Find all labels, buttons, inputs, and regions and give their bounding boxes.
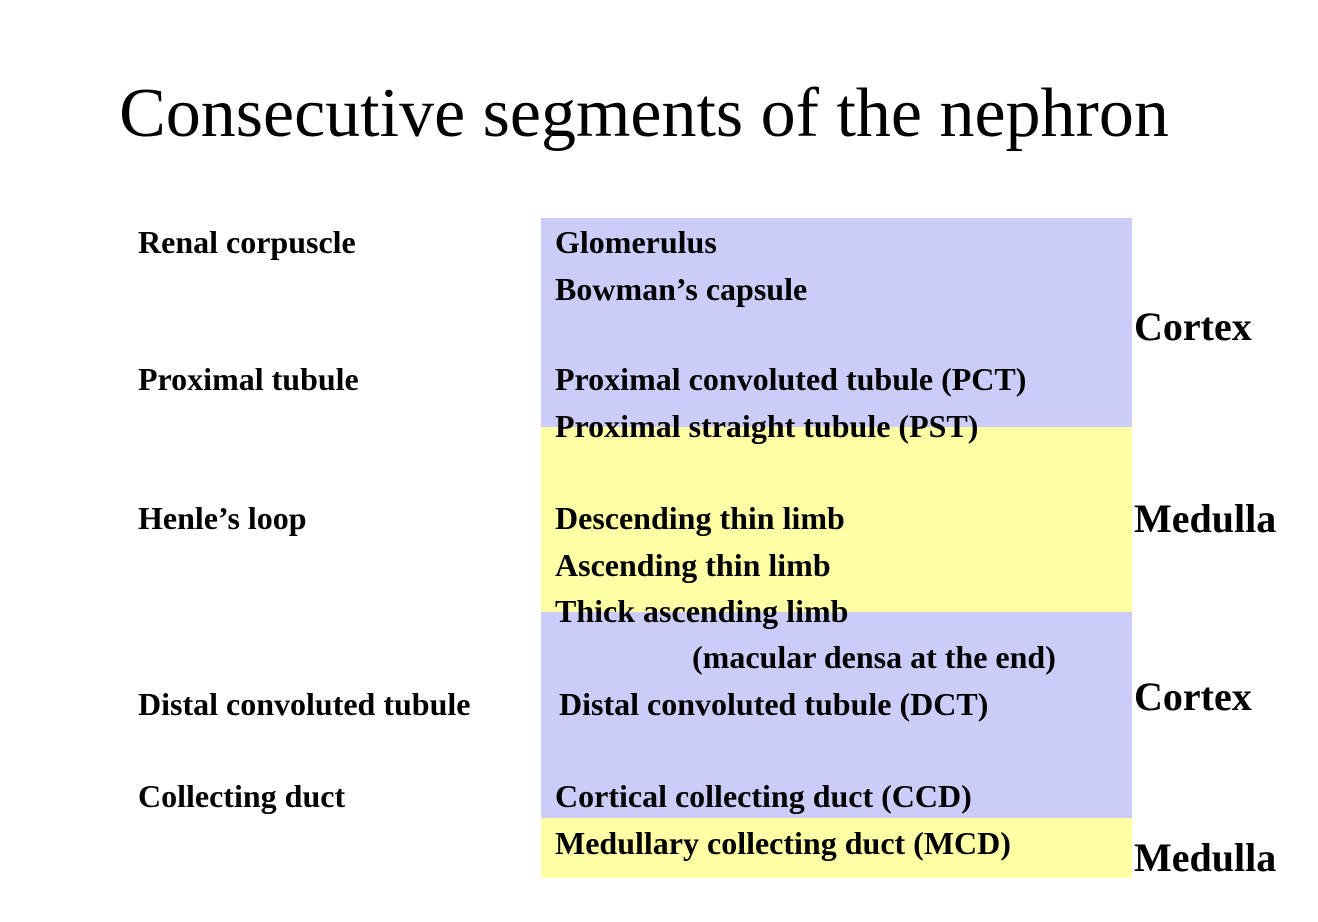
- segment-thick-ascending-limb: Thick ascending limb: [555, 593, 849, 629]
- segment-pct: Proximal convoluted tubule (PCT): [555, 361, 1027, 397]
- zone-label-medulla-upper: Medulla: [1134, 496, 1277, 541]
- group-label-henles-loop: Henle’s loop: [138, 500, 307, 536]
- segment-dct: Distal convoluted tubule (DCT): [559, 686, 989, 722]
- zone-label-medulla-lower: Medulla: [1134, 835, 1277, 880]
- slide-title: Consecutive segments of the nephron: [119, 75, 1169, 152]
- segment-bowmans-capsule: Bowman’s capsule: [555, 271, 808, 307]
- segment-mcd: Medullary collecting duct (MCD): [555, 825, 1011, 861]
- segment-macula-densa-note: (macular densa at the end): [692, 639, 1056, 675]
- segment-ascending-thin-limb: Ascending thin limb: [555, 547, 831, 583]
- zone-label-cortex-lower: Cortex: [1134, 674, 1252, 719]
- group-label-renal-corpuscle: Renal corpuscle: [138, 224, 356, 260]
- group-label-collecting-duct: Collecting duct: [138, 778, 346, 814]
- segment-descending-thin-limb: Descending thin limb: [555, 500, 845, 536]
- segment-pst: Proximal straight tubule (PST): [555, 408, 979, 444]
- segment-glomerulus: Glomerulus: [555, 224, 717, 260]
- zone-label-cortex-upper: Cortex: [1134, 304, 1252, 349]
- group-label-proximal-tubule: Proximal tubule: [138, 361, 359, 397]
- group-label-distal-convoluted-tubule: Distal convoluted tubule: [138, 686, 471, 722]
- segment-ccd: Cortical collecting duct (CCD): [555, 778, 972, 814]
